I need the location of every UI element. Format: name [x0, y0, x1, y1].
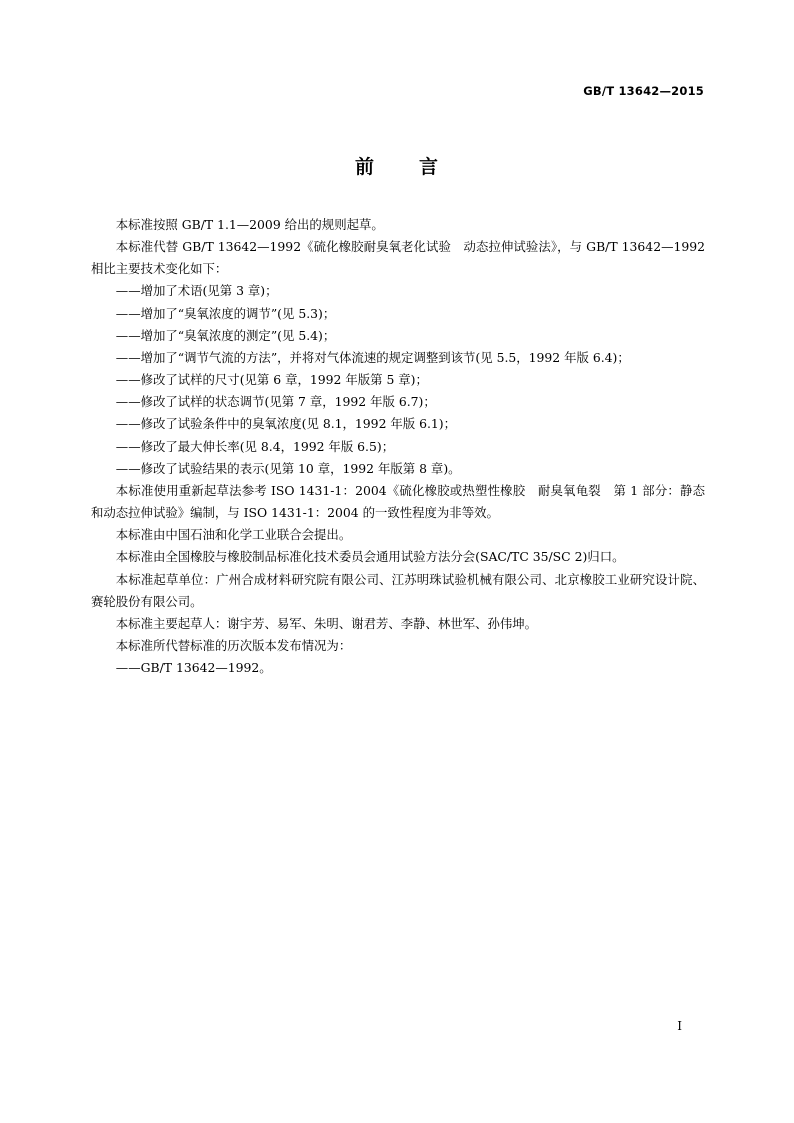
paragraph-committee: 本标准由全国橡胶与橡胶制品标准化技术委员会通用试验方法分会(SAC/TC 35/SC 2)归口。: [115, 549, 625, 565]
page-number: I: [677, 1019, 682, 1033]
title-char-2: 言: [419, 156, 440, 178]
change-list-item: ——修改了试样的尺寸(见第 6 章，1992 年版第 5 章)；: [115, 372, 428, 388]
paragraph-iso-reference: 本标准使用重新起草法参考 ISO 1431-1：2004《硫化橡胶或热塑性橡胶 耐臭氧龟裂 第 1 部分：静态和动态拉伸试验》编制，与 ISO 1431-1：2004 的一致性程度为非等效。: [91, 482, 705, 521]
standard-code-header: GB/T 13642—2015: [583, 84, 704, 98]
change-list-item: ——增加了术语(见第 3 章)；: [115, 283, 278, 299]
change-list-item: ——修改了试验条件中的臭氧浓度(见 8.1，1992 年版 6.1)；: [115, 416, 457, 432]
paragraph-drafting-rules: 本标准按照 GB/T 1.1—2009 给出的规则起草。: [115, 217, 384, 232]
paragraph-proposer: 本标准由中国石油和化学工业联合会提出。: [115, 527, 352, 543]
paragraph-drafters: 本标准主要起草人：谢宇芳、易军、朱明、谢君芳、李静、林世军、孙伟坤。: [115, 615, 538, 631]
change-list-item: ——修改了试样的状态调节(见第 7 章，1992 年版 6.7)；: [115, 394, 436, 410]
page-title: [0, 152, 794, 179]
change-list-item: ——增加了“臭氧浓度的测定”(见 5.4)；: [115, 327, 336, 343]
foreword-body: [91, 214, 705, 679]
change-list-item: ——修改了试验结果的表示(见第 10 章，1992 年版第 8 章)。: [115, 460, 461, 476]
previous-edition-item: ——GB/T 13642—1992。: [115, 660, 272, 676]
paragraph-previous-editions: 本标准所代替标准的历次版本发布情况为：: [115, 637, 352, 653]
paragraph-replacement: 本标准代替 GB/T 13642—1992《硫化橡胶耐臭氧老化试验 动态拉伸试验法》，与 GB/T 13642—1992 相比主要技术变化如下：: [91, 239, 705, 277]
paragraph-drafting-units: 本标准起草单位：广州合成材料研究院有限公司、江苏明珠试验机械有限公司、北京橡胶工业研究设计院、赛轮股份有限公司。: [91, 571, 705, 609]
change-list-item: ——增加了“臭氧浓度的调节”(见 5.3)；: [115, 305, 336, 321]
title-char-1: 前: [354, 156, 375, 178]
change-list-item: ——修改了最大伸长率(见 8.4，1992 年版 6.5)；: [115, 438, 395, 454]
change-list-item: ——增加了“调节气流的方法”，并将对气体流速的规定调整到该节(见 5.5，1992 年版 6.4)；: [115, 349, 630, 365]
